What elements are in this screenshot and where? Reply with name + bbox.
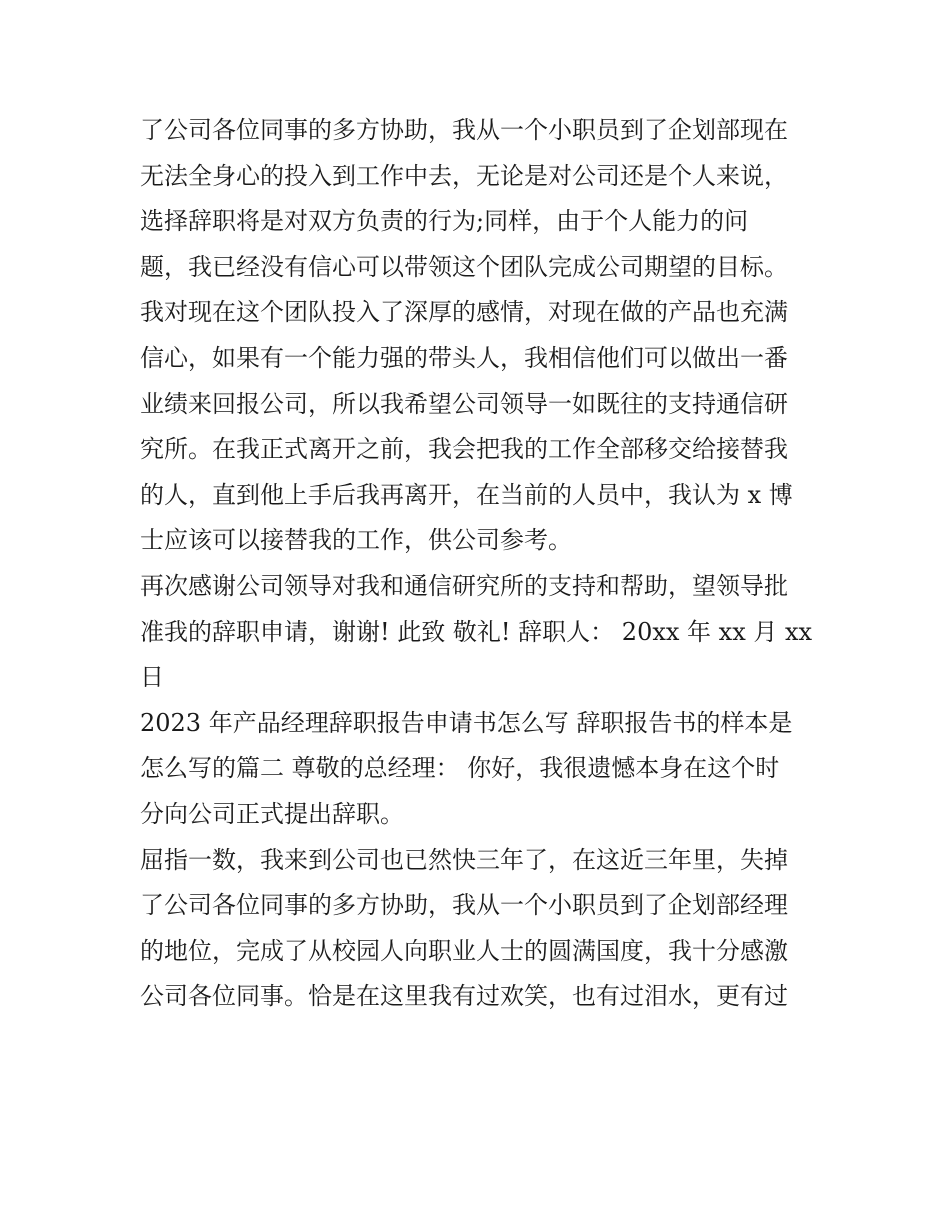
document-body	[140, 108, 820, 1020]
text-line: 了公司各位同事的多方协助，我从一个小职员到了企划部现在	[140, 116, 788, 144]
text-line: 再次感谢公司领导对我和通信研究所的支持和帮助，望领导批	[140, 571, 788, 600]
text-line: 究所。在我正式离开之前，我会把我的工作全部移交给接替我	[140, 435, 788, 464]
text-line: 的地位，完成了从校园人向职业人士的圆满国度，我十分感激	[140, 936, 788, 965]
text-line: 士应该可以接替我的工作，供公司参考。	[140, 526, 572, 555]
text-line: 题，我已经没有信心可以带领这个团队完成公司期望的目标。	[140, 252, 788, 281]
text-line: 怎么写的篇二 尊敬的总经理： 你好，我很遗憾本身在这个时	[140, 754, 780, 783]
text-line: 选择辞职将是对双方负责的行为;同样，由于个人能力的问	[140, 207, 749, 236]
text-line: 无法全身心的投入到工作中去，无论是对公司还是个人来说，	[140, 161, 788, 190]
text-line: 2023 年产品经理辞职报告申请书怎么写 辞职报告书的样本是	[140, 708, 793, 737]
text-line: 准我的辞职申请，谢谢! 此致 敬礼! 辞职人： 20xx 年 xx 月 xx	[140, 617, 813, 646]
text-line: 日	[140, 663, 164, 692]
text-line: 信心，如果有一个能力强的带头人，我相信他们可以做出一番	[140, 343, 788, 372]
text-line: 公司各位同事。恰是在这里我有过欢笑，也有过泪水，更有过	[140, 982, 788, 1011]
text-line: 业绩来回报公司，所以我希望公司领导一如既往的支持通信研	[140, 389, 788, 418]
text-line: 屈指一数，我来到公司也已然快三年了，在这近三年里，失掉	[140, 845, 788, 874]
text-line: 分向公司正式提出辞职。	[140, 799, 404, 828]
text-line: 我对现在这个团队投入了深厚的感情，对现在做的产品也充满	[140, 298, 788, 327]
text-line: 的人，直到他上手后我再离开，在当前的人员中，我认为 x 博	[140, 480, 793, 509]
text-line: 了公司各位同事的多方协助，我从一个小职员到了企划部经理	[140, 891, 788, 920]
